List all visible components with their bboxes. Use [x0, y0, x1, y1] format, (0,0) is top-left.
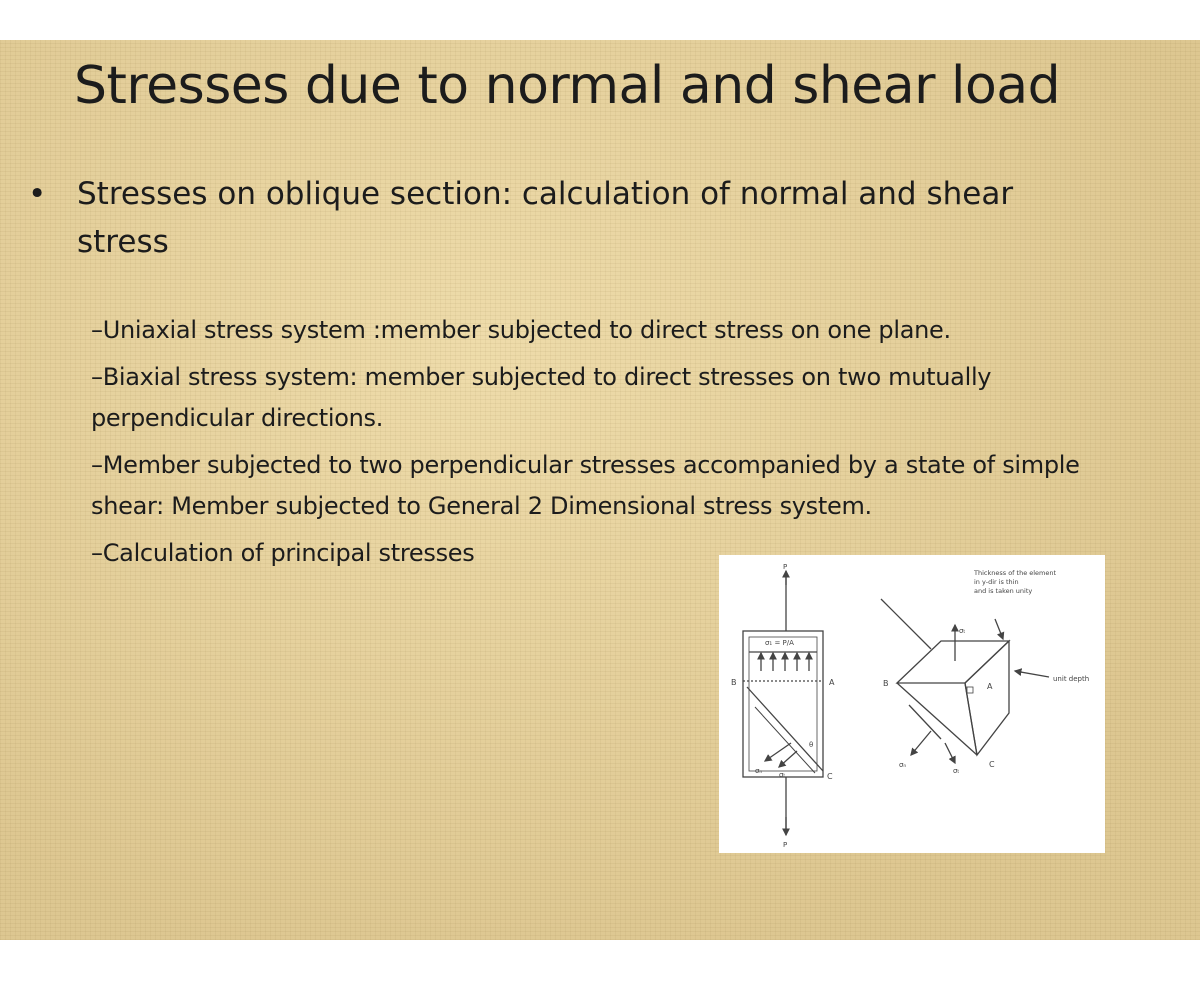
sub-bullet-uniaxial: –Uniaxial stress system :member subjected to direct stress on one plane.: [91, 316, 951, 344]
element-oblique-face: [897, 683, 977, 755]
right-corner-a-label: A: [987, 682, 993, 691]
right-diagram: [881, 599, 1049, 763]
slide-title: Stresses due to normal and shear load: [74, 56, 1061, 116]
left-corner-b-label: B: [731, 678, 737, 687]
left-diagram: [743, 571, 823, 835]
bullet-marker: •: [28, 176, 47, 212]
note-pointer-arrow: [995, 619, 1003, 639]
left-shear-stress-label: σₜ: [779, 771, 786, 779]
right-normal-stress-arrow: [911, 731, 931, 755]
left-angle-label: θ: [809, 741, 814, 749]
element-top-face: [897, 641, 1009, 683]
left-corner-c-label: C: [827, 772, 833, 781]
unit-depth-pointer: [1015, 671, 1049, 677]
normal-stress-arrow: [765, 743, 791, 761]
right-corner-b-label: B: [883, 679, 889, 688]
top-load-label: P: [783, 563, 788, 571]
element-vertical-edge: [965, 683, 977, 755]
sub-bullet-principal-stresses: –Calculation of principal stresses: [91, 539, 475, 567]
right-shear-stress-arrow: [945, 743, 955, 763]
oblique-section-inner: [755, 707, 815, 773]
shear-stress-arrow: [779, 751, 797, 767]
right-angle-marker: [967, 687, 973, 693]
main-bullet-text: Stresses on oblique section: calculation of normal and shear stress: [77, 176, 1014, 260]
right-top-stress-label: σₜ: [959, 627, 966, 635]
stress-element-figure: [719, 555, 1105, 853]
sub-bullet-biaxial: –Biaxial stress system: member subjected to direct stresses on two mutually perpendicular directions.: [91, 363, 992, 432]
oblique-section-line: [747, 687, 823, 771]
extension-line: [881, 599, 931, 649]
main-bullet: [20, 170, 1060, 266]
sub-bullet-general-2d: –Member subjected to two perpendicular stresses accompanied by a state of simple shear: Member subjected to General 2 Dimensional stress system.: [91, 451, 1080, 520]
oblique-extension-line: [909, 705, 941, 739]
right-normal-stress-label: σₙ: [899, 761, 907, 769]
thickness-note-line: in y-dir is thin: [974, 578, 1019, 586]
bar-inner-outline: [749, 637, 817, 771]
thickness-note-text: Thickness of the element: [974, 569, 1057, 577]
bar-outline: [743, 631, 823, 777]
thickness-note-line: and is taken unity: [974, 587, 1033, 595]
right-shear-stress-label: σₜ: [953, 767, 960, 775]
left-normal-stress-label: σₙ: [755, 767, 763, 775]
sub-bullet-list: [91, 310, 1151, 580]
thickness-note: [973, 569, 1058, 595]
element-side-face: [965, 641, 1009, 755]
bottom-load-label: P: [783, 841, 788, 849]
right-corner-c-label: C: [989, 760, 995, 769]
slide: [0, 40, 1200, 940]
stress-element-diagram: [719, 555, 1105, 853]
applied-stress-label: σ₁ = P/A: [765, 639, 794, 647]
unit-depth-label: unit depth: [1053, 675, 1090, 683]
left-corner-a-label: A: [829, 678, 835, 687]
